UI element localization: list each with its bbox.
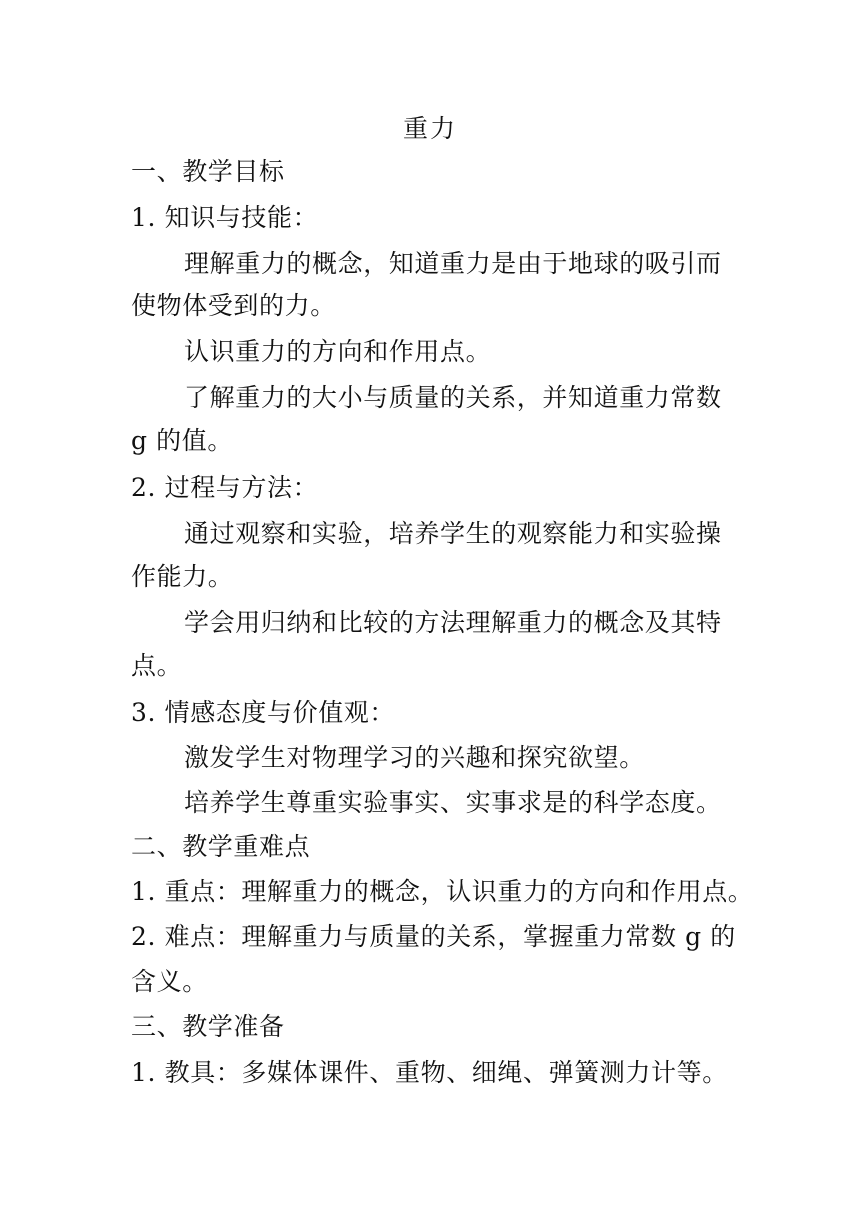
- subheading-knowledge-skills: 1. 知识与技能：: [131, 203, 319, 232]
- paragraph-line: 认识重力的方向和作用点。: [184, 337, 492, 366]
- paragraph-line: 1. 重点：理解重力的概念，认识重力的方向和作用点。: [131, 877, 754, 906]
- paragraph-line: 激发学生对物理学习的兴趣和探究欲望。: [184, 743, 645, 772]
- subheading-attitudes-values: 3. 情感态度与价值观：: [131, 698, 396, 727]
- paragraph-line: 点。: [131, 651, 183, 680]
- paragraph-line: 含义。: [131, 967, 208, 996]
- document-title: 重力: [402, 114, 457, 143]
- paragraph-line: 培养学生尊重实验事实、实事求是的科学态度。: [184, 788, 722, 817]
- paragraph-line: 通过观察和实验，培养学生的观察能力和实验操: [184, 519, 722, 548]
- paragraph-line: 学会用归纳和比较的方法理解重力的概念及其特: [184, 608, 722, 637]
- paragraph-line: 理解重力的概念，知道重力是由于地球的吸引而: [184, 249, 722, 278]
- section-heading-key-difficulties: 二、教学重难点: [131, 832, 311, 861]
- paragraph-line: 1. 教具：多媒体课件、重物、细绳、弹簧测力计等。: [131, 1058, 728, 1087]
- paragraph-line: 作能力。: [131, 562, 234, 591]
- paragraph-line: 使物体受到的力。: [131, 291, 336, 320]
- paragraph-line: 2. 难点：理解重力与质量的关系，掌握重力常数 g 的: [131, 922, 736, 951]
- paragraph-line: 了解重力的大小与质量的关系，并知道重力常数: [184, 383, 722, 412]
- subheading-process-methods: 2. 过程与方法：: [131, 473, 319, 502]
- section-heading-preparation: 三、教学准备: [131, 1012, 285, 1041]
- paragraph-line: g 的值。: [131, 426, 233, 455]
- section-heading-objectives: 一、教学目标: [131, 157, 285, 186]
